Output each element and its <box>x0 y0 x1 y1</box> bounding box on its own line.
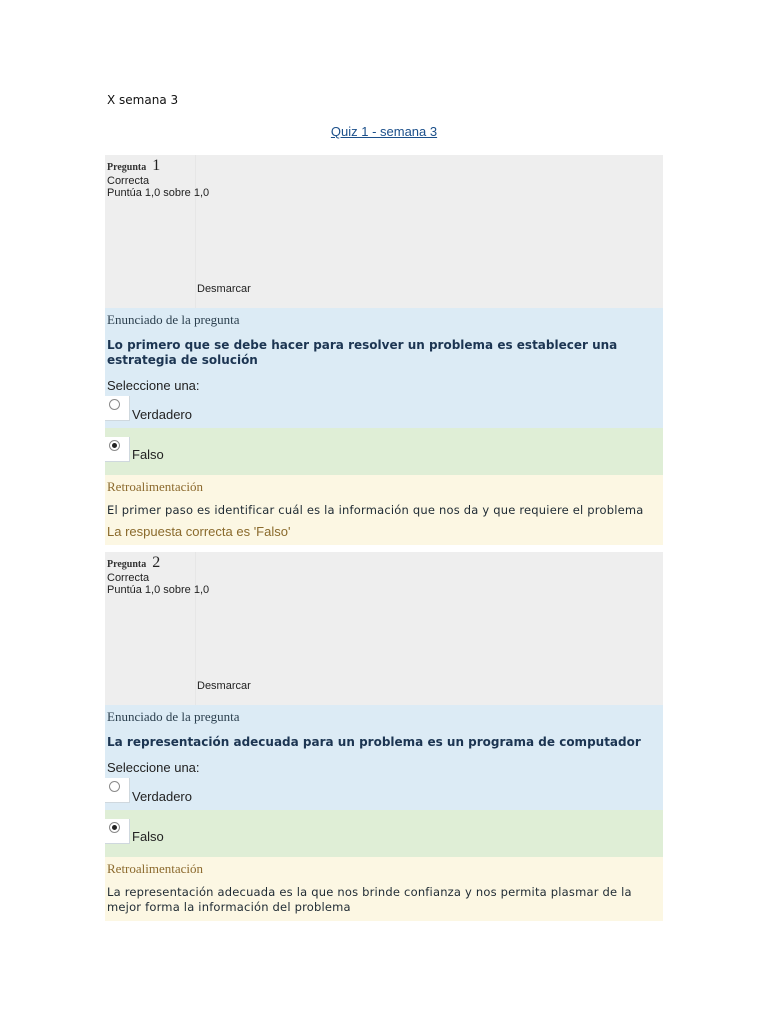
radio-checked-icon[interactable] <box>109 440 120 451</box>
radio-checked-icon[interactable] <box>109 822 120 833</box>
answer-option-verdadero[interactable] <box>105 394 663 428</box>
feedback-heading: Retroalimentación <box>107 861 204 876</box>
correct-answer-text: La respuesta correcta es 'Falso' <box>107 524 291 539</box>
feedback-text: La representación adecuada es la que nos brinde confianza y nos permita plasmar de la mejor forma la información del problema <box>107 885 632 914</box>
answer-option-label[interactable]: Falso <box>132 447 164 462</box>
question-number-label: Pregunta <box>107 559 147 570</box>
answer-prompt: Seleccione una: <box>107 378 200 393</box>
radio-button-container <box>105 437 130 462</box>
question-block-2 <box>105 552 663 921</box>
question-feedback <box>105 475 663 545</box>
question-text: Lo primero que se debe hacer para resolver un problema es establecer una estrategia de solución <box>107 338 618 367</box>
question-number-label: Pregunta <box>107 162 147 173</box>
question-number <box>107 157 160 175</box>
radio-unchecked-icon[interactable] <box>109 399 120 410</box>
question-grade: Puntúa 1,0 sobre 1,0 <box>107 187 210 199</box>
radio-button-container <box>105 819 130 844</box>
question-grade: Puntúa 1,0 sobre 1,0 <box>107 584 210 596</box>
question-block-1 <box>105 155 663 545</box>
feedback-heading: Retroalimentación <box>107 479 204 494</box>
radio-button-container <box>105 396 130 421</box>
radio-unchecked-icon[interactable] <box>109 781 120 792</box>
unflag-link[interactable]: Desmarcar <box>197 680 251 692</box>
answer-option-falso[interactable] <box>105 428 663 475</box>
document-title: X semana 3 <box>107 93 179 107</box>
question-info-panel <box>105 552 663 705</box>
answer-option-label[interactable]: Falso <box>132 829 164 844</box>
feedback-text: El primer paso es identificar cuál es la información que nos da y que requiere el problema <box>107 503 644 517</box>
radio-button-container <box>105 778 130 803</box>
answer-option-verdadero[interactable] <box>105 776 663 810</box>
question-feedback <box>105 857 663 921</box>
answer-option-label[interactable]: Verdadero <box>132 407 192 422</box>
answer-option-label[interactable]: Verdadero <box>132 789 192 804</box>
question-state: Correcta <box>107 175 150 187</box>
answer-prompt: Seleccione una: <box>107 760 200 775</box>
question-text: La representación adecuada para un problema es un programa de computador <box>107 735 641 749</box>
question-number-value: 2 <box>152 554 161 571</box>
question-number <box>107 554 160 572</box>
unflag-link[interactable]: Desmarcar <box>197 283 251 295</box>
answer-option-falso[interactable] <box>105 810 663 857</box>
formulation-heading: Enunciado de la pregunta <box>107 709 240 724</box>
quiz-title-link[interactable]: Quiz 1 - semana 3 <box>330 124 438 139</box>
question-state: Correcta <box>107 572 150 584</box>
question-number-value: 1 <box>152 157 161 174</box>
formulation-heading: Enunciado de la pregunta <box>107 312 240 327</box>
question-info-panel <box>105 155 663 308</box>
question-formulation <box>105 308 663 475</box>
question-formulation <box>105 705 663 857</box>
